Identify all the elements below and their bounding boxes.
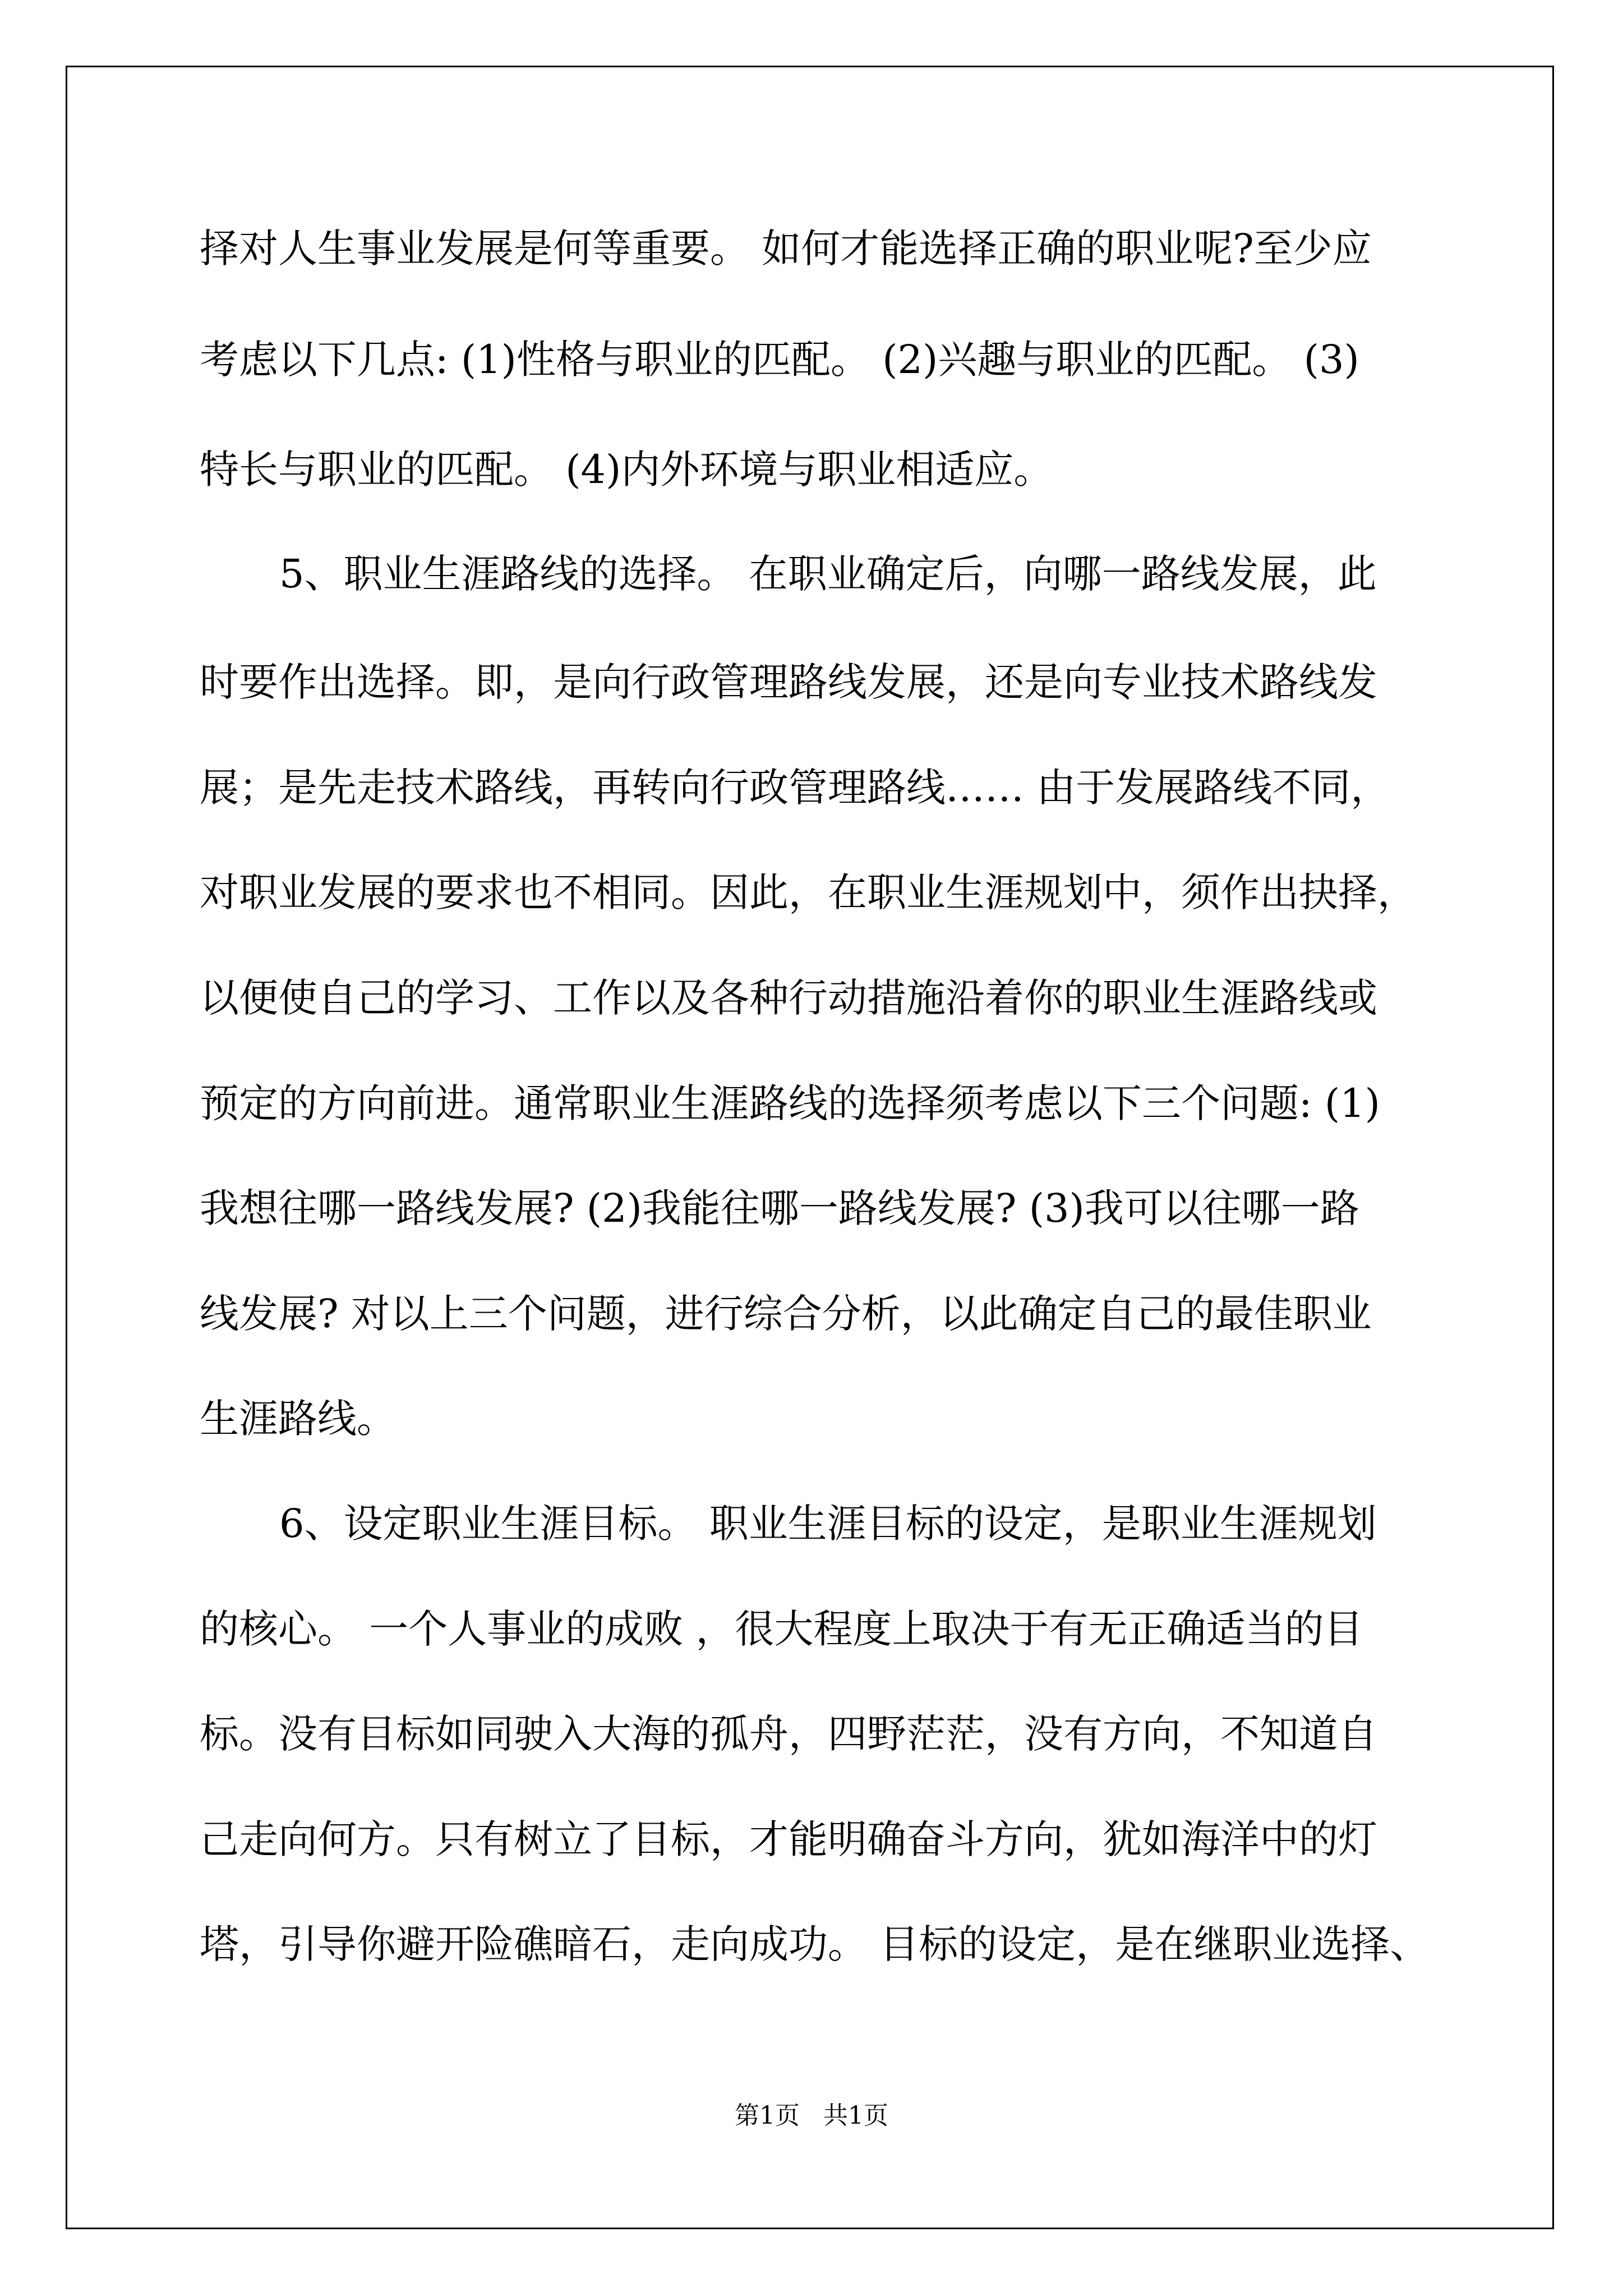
text-line: 的核心。 一个人事业的成败 ，很大程度上取决于有无正确适当的目 <box>200 1606 1363 1652</box>
text-line: 展；是先走技术路线，再转向行政管理路线…… 由于发展路线不同， <box>200 765 1390 811</box>
text-line: 以便使自己的学习、工作以及各种行动措施沿着你的职业生涯路线或 <box>200 975 1377 1021</box>
text-line: 己走向何方。只有树立了目标，才能明确奋斗方向，犹如海洋中的灯 <box>200 1816 1377 1862</box>
page-number-footer: 第1页 共1页 <box>735 2101 888 2130</box>
text-line: 择对人生事业发展是何等重要。 如何才能选择正确的职业呢?至少应 <box>200 226 1372 272</box>
text-line: 时要作出选择。即，是向行政管理路线发展，还是向专业技术路线发 <box>200 659 1377 705</box>
text-line: 我想往哪一路线发展? (2)我能往哪一路线发展? (3)我可以往哪一路 <box>200 1185 1359 1231</box>
text-line: 考虑以下几点: (1)性格与职业的匹配。 (2)兴趣与职业的匹配。 (3) <box>200 337 1359 383</box>
text-line: 线发展? 对以上三个问题，进行综合分析，以此确定自己的最佳职业 <box>200 1291 1372 1337</box>
page-border <box>66 66 1554 2229</box>
text-line: 特长与职业的匹配。 (4)内外环境与职业相适应。 <box>200 447 1053 493</box>
text-line: 预定的方向前进。通常职业生涯路线的选择须考虑以下三个问题: (1) <box>200 1080 1380 1126</box>
text-line: 5、职业生涯路线的选择。 在职业确定后，向哪一路线发展，此 <box>279 551 1377 597</box>
text-line: 塔，引导你避开险礁暗石，走向成功。 目标的设定，是在继职业选择、 <box>200 1921 1430 1967</box>
text-line: 标。没有目标如同驶入大海的孤舟，四野茫茫，没有方向，不知道自 <box>200 1711 1377 1757</box>
text-line: 6、设定职业生涯目标。 职业生涯目标的设定，是职业生涯规划 <box>279 1501 1377 1547</box>
text-line: 生涯路线。 <box>200 1396 396 1442</box>
text-line: 对职业发展的要求也不相同。因此，在职业生涯规划中，须作出抉择， <box>200 869 1417 915</box>
